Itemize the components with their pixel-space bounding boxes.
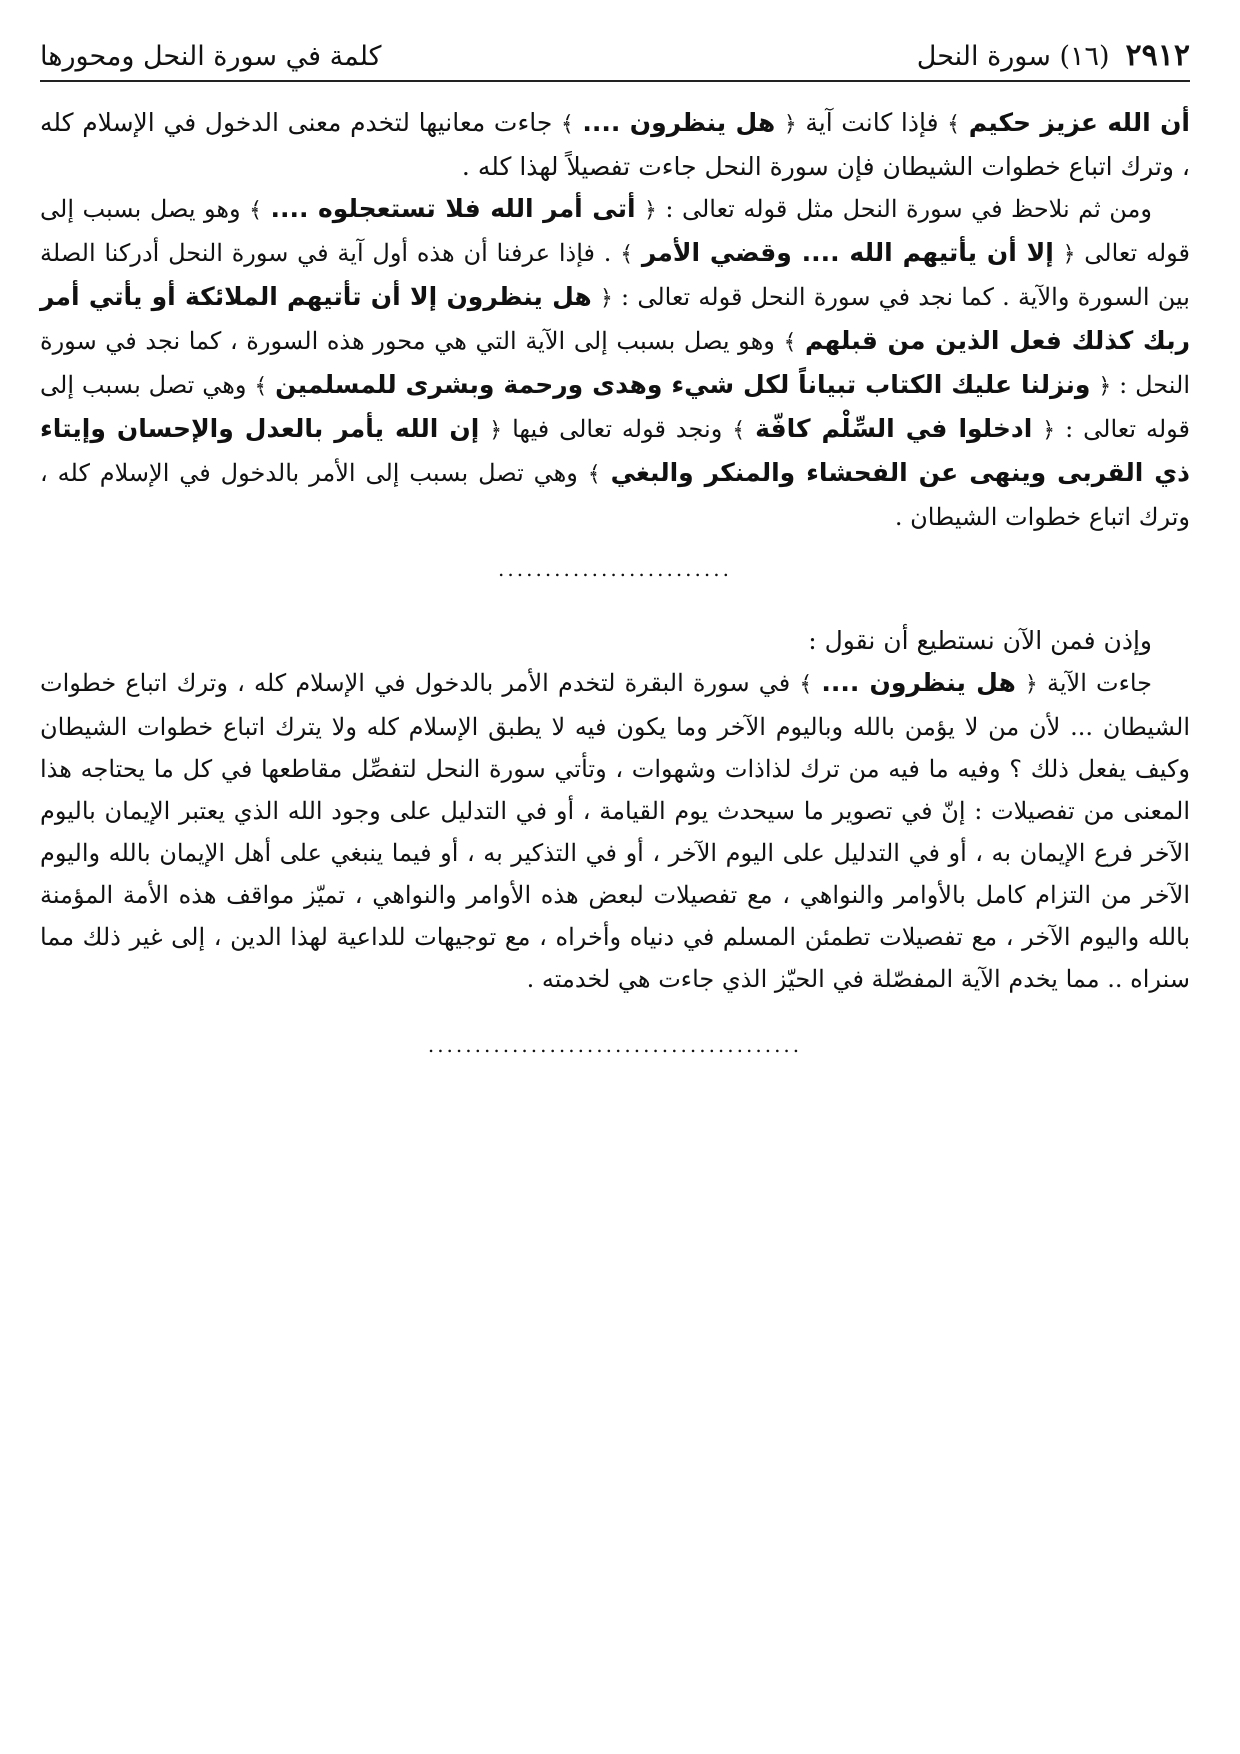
closing-bracket-icon: ﴾ <box>560 112 574 137</box>
header-right <box>916 38 1190 73</box>
closing-bracket-icon: ﴾ <box>620 242 634 267</box>
paragraph-4 <box>40 620 1190 662</box>
paragraph-text: وهو يصل بسبب إلى قوله تعالى <box>40 195 1191 267</box>
opening-bracket-icon: ﴿ <box>599 286 613 311</box>
surah-label: (١٦) سورة النحل <box>916 40 1110 72</box>
running-header <box>40 32 1190 82</box>
opening-bracket-icon: ﴿ <box>489 418 503 443</box>
verse-quote: هل ينظرون إلا أن تأتيهم الملائكة أو يأتي أمر ربك كذلك فعل الذين من قبلهم <box>40 282 1190 355</box>
verse-quote: إن الله يأمر بالعدل والإحسان وإيتاء ذي القربى وينهى عن الفحشاء والمنكر والبغي <box>40 414 1190 487</box>
closing-bracket-icon: ﴾ <box>249 198 262 223</box>
closing-bracket-icon: ﴾ <box>947 112 961 137</box>
closing-bracket-icon: ﴾ <box>254 374 268 399</box>
verse-quote: ادخلوا في السِّلْم كافّة <box>755 414 1033 443</box>
paragraph-text: جاءت الآية <box>1046 669 1153 697</box>
dotted-separator: ......................... <box>498 557 732 581</box>
paragraph-text: وهي تصل بسبب إلى قوله تعالى : <box>40 371 1191 443</box>
opening-bracket-icon: ﴿ <box>1062 242 1076 267</box>
verse-quote: هل ينظرون .... <box>582 108 776 137</box>
paragraph-2 <box>40 188 1190 538</box>
verse-quote: أتى أمر الله فلا تستعجلوه .... <box>270 194 636 223</box>
closing-bracket-icon: ﴾ <box>783 330 797 355</box>
page-number: ٢٩١٢ <box>1125 38 1190 73</box>
opening-bracket-icon: ﴿ <box>1024 672 1038 697</box>
paragraph-text: فإذا كانت آية <box>805 108 939 137</box>
opening-bracket-icon: ﴿ <box>644 198 657 223</box>
paragraph-text: كما نجد في سورة النحل قوله تعالى : <box>621 283 994 311</box>
paragraph-text: . فإذا عرفنا أن هذه أول آية في سورة النحل أدركنا الصلة بين السورة والآية . <box>40 239 1190 311</box>
paragraph-text: وإذن فمن الآن نستطيع أن نقول : <box>808 626 1152 655</box>
closing-bracket-icon: ﴾ <box>732 418 746 443</box>
paragraph-1 <box>40 102 1190 188</box>
paragraph-5 <box>40 662 1190 1000</box>
verse-quote: هل ينظرون .... <box>821 668 1016 697</box>
paragraph-text: ومن ثم نلاحظ في سورة النحل مثل قوله تعالى : <box>665 195 1152 223</box>
verse-quote: إلا أن يأتيهم الله .... وقضي الأمر <box>641 238 1054 267</box>
paragraph-text: جاءت معانيها لتخدم معنى الدخول في الإسلام كله ، وترك اتباع خطوات الشيطان فإن سورة النحل جاءت تفصيلاً لهذا كله . <box>40 108 1190 181</box>
closing-bracket-icon: ﴾ <box>587 462 601 487</box>
paragraph-text: في سورة البقرة لتخدم الأمر بالدخول في الإسلام كله ، وترك اتباع خطوات الشيطان ... لأن من لا يؤمن بالله وباليوم الآخر وما يكون فيه لا يطبق الإسلام كله ولا يترك اتباع خطوات الشيطان وكيف يفعل ذلك ؟ وفيه ما فيه من ترك لذاذات وشهوات ، وتأتي سورة النحل لتفصِّل مقاطعها في كل ما يحتاجه هذا المعنى من تفصيلات : إنّ في تصوير ما سيحدث يوم القيامة ، أو في التدليل على وجود الله الذي يعتبر الإيمان باليوم الآخر فرع الإيمان به ، أو في التدليل على اليوم الآخر ، أو في التذكير به ، أو فيما ينبغي على أهل الإيمان بالله واليوم الآخر من التزام كامل بالأوامر والنواهي ، مع تفصيلات لبعض هذه الأوامر والنواهي ، تميّز مواقف هذه الأمة المؤمنة بالله واليوم الآخر ، مع تفصيلات تطمئن المسلم في دنياه وأخراه ، مع توجيهات للداعية لهذا الدين ، إلى غير ذلك مما سنراه .. مما يخدم الآية المفصّلة في الحيّز الذي جاءت هي لخدمته . <box>40 669 1190 993</box>
verse-quote: ونزلنا عليك الكتاب تبياناً لكل شيء وهدى ورحمة وبشرى للمسلمين <box>275 370 1091 399</box>
running-title: كلمة في سورة النحل ومحورها <box>40 40 382 72</box>
book-page <box>40 32 1190 1722</box>
paragraph-text: وهو يصل بسبب إلى الآية التي هي محور هذه السورة ، كما نجد في سورة النحل : <box>40 327 1190 399</box>
paragraph-text: وهي تصل بسبب إلى الأمر بالدخول في الإسلام كله ، وترك اتباع خطوات الشيطان . <box>40 459 1190 531</box>
paragraph-text: ونجد قوله تعالى فيها <box>512 415 723 443</box>
opening-bracket-icon: ﴿ <box>1098 374 1112 399</box>
opening-bracket-icon: ﴿ <box>1042 418 1056 443</box>
dotted-separator: ........................................ <box>427 1033 803 1057</box>
page-body <box>40 82 1190 1060</box>
closing-bracket-icon: ﴾ <box>799 672 813 697</box>
verse-quote: أن الله عزيز حكيم <box>968 108 1190 137</box>
opening-bracket-icon: ﴿ <box>783 112 797 137</box>
